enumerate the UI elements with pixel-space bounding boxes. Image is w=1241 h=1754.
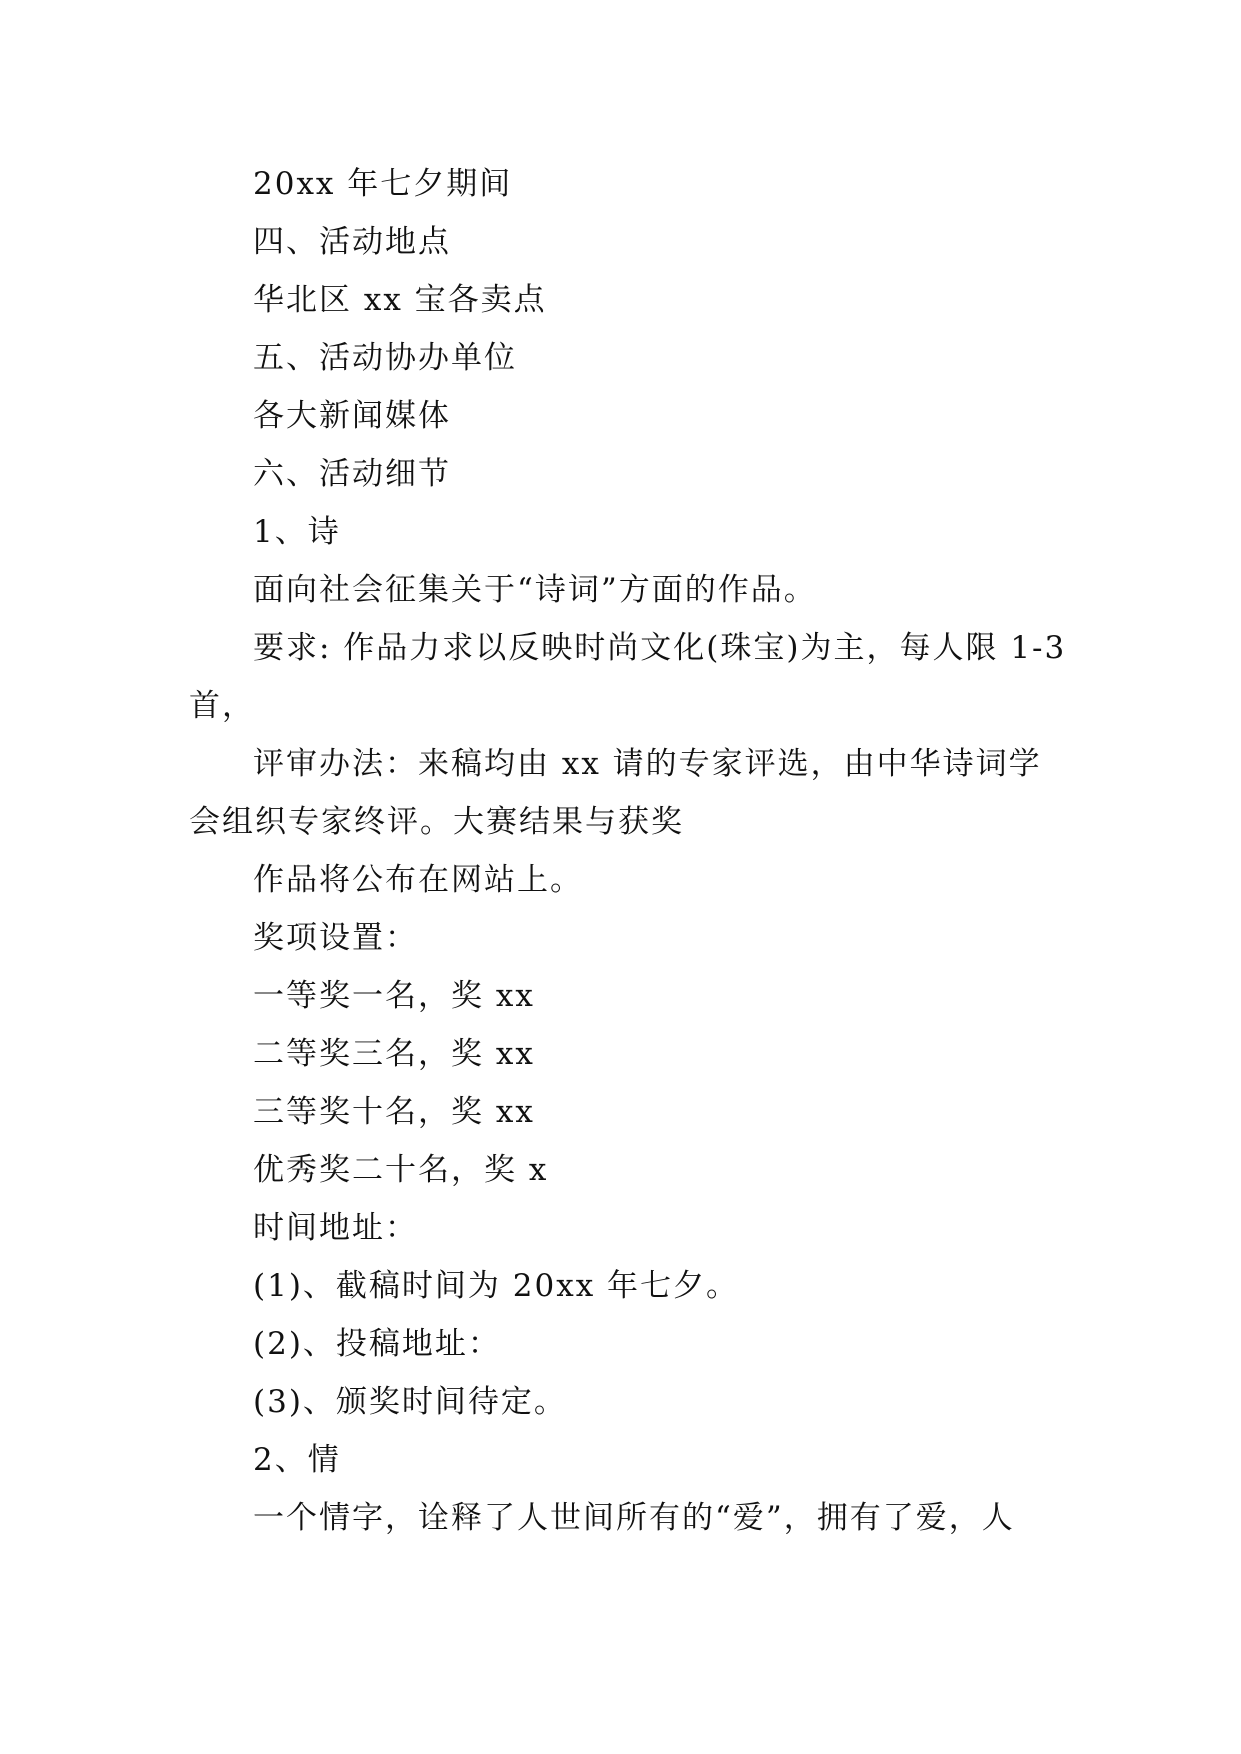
awards-heading: 奖项设置： bbox=[253, 920, 418, 956]
paragraph-line: 面向社会征集关于“诗词”方面的作品。 bbox=[253, 572, 817, 608]
schedule-heading: 时间地址： bbox=[253, 1210, 418, 1246]
award-item: 二等奖三名，奖 xx bbox=[253, 1036, 535, 1072]
paragraph-line: 作品将公布在网站上。 bbox=[253, 862, 583, 898]
event-time-value: 20xx 年七夕期间 bbox=[253, 166, 513, 202]
co-organizers-value: 各大新闻媒体 bbox=[253, 398, 451, 434]
award-item: 一等奖一名，奖 xx bbox=[253, 978, 535, 1014]
subsection-heading-poetry: 1、诗 bbox=[253, 514, 341, 550]
document-body bbox=[189, 155, 1067, 1547]
section-heading-co-organizers: 五、活动协办单位 bbox=[253, 340, 517, 376]
section-heading-details: 六、活动细节 bbox=[253, 456, 451, 492]
subsection-heading-love: 2、情 bbox=[253, 1442, 341, 1478]
schedule-item: (1)、截稿时间为 20xx 年七夕。 bbox=[253, 1268, 740, 1304]
schedule-item: (3)、颁奖时间待定。 bbox=[253, 1384, 567, 1420]
event-location-value: 华北区 xx 宝各卖点 bbox=[253, 282, 547, 318]
award-item: 优秀奖二十名，奖 x bbox=[253, 1152, 549, 1188]
section-heading-location: 四、活动地点 bbox=[253, 224, 451, 260]
paragraph-line: 评审办法：来稿均由 xx 请的专家评选，由中华诗词学 bbox=[253, 746, 1042, 782]
paragraph-line: 一个情字，诠释了人世间所有的“爱”，拥有了爱，人 bbox=[253, 1500, 1015, 1536]
schedule-item: (2)、投稿地址： bbox=[253, 1326, 501, 1362]
paragraph-line: 要求: 作品力求以反映时尚文化(珠宝)为主，每人限 1-3 bbox=[253, 630, 1067, 666]
paragraph-line: 首， bbox=[189, 688, 255, 724]
paragraph-line: 会组织专家终评。大赛结果与获奖 bbox=[189, 804, 684, 840]
award-item: 三等奖十名，奖 xx bbox=[253, 1094, 535, 1130]
